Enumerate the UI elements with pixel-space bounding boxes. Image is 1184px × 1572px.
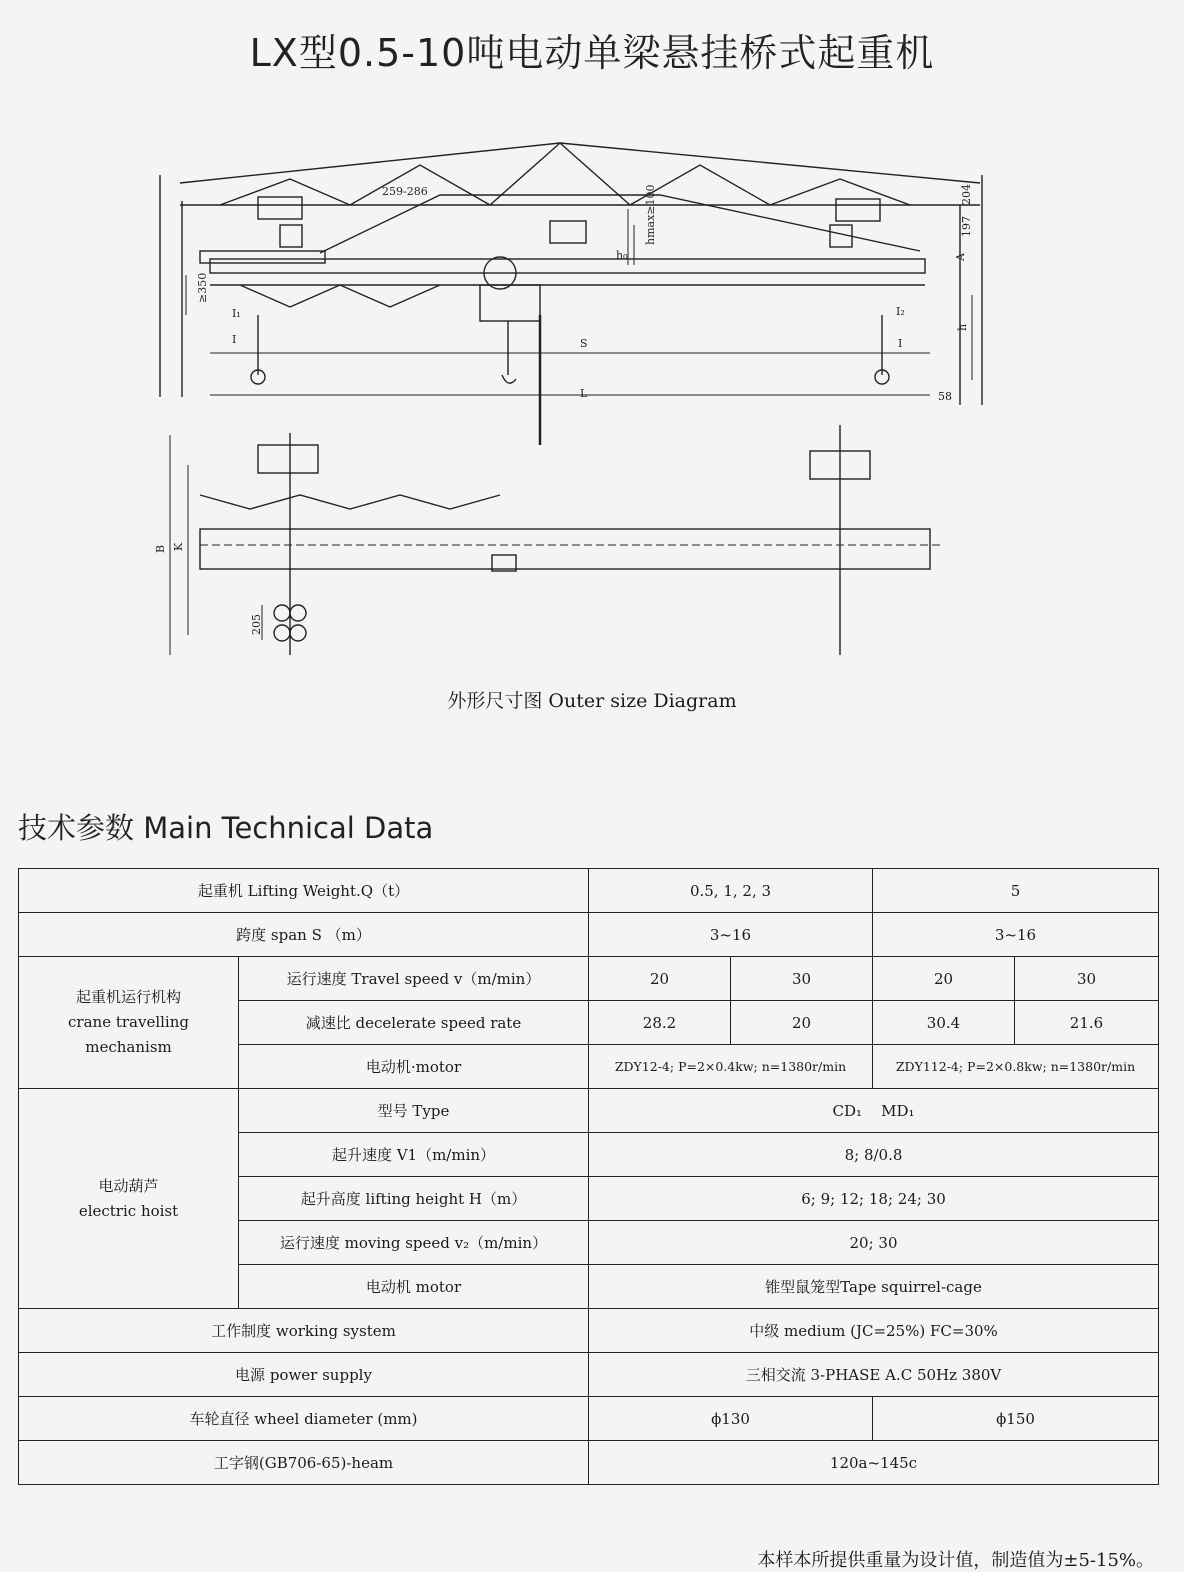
plan-left-wheel-4 <box>290 625 306 641</box>
row-wheel-diameter <box>19 1397 1159 1441</box>
technical-data-table <box>18 868 1159 1485</box>
cell-i-beam-value: 120a~145c <box>589 1441 1159 1485</box>
label-204: 204 <box>960 184 973 205</box>
diagram-caption: 外形尺寸图 Outer size Diagram <box>447 690 737 712</box>
cell-hoist-type-value: CD₁ MD₁ <box>589 1089 1159 1133</box>
cell-lift-speed-label: 起升速度 V1（m/min） <box>239 1133 589 1177</box>
cell-travel-speed-label: 运行速度 Travel speed v（m/min） <box>239 957 589 1001</box>
plan-left-motor <box>258 445 318 473</box>
crane-group-en1: crane travelling <box>68 1013 189 1031</box>
cell-wheel-diameter-label: 车轮直径 wheel diameter (mm) <box>19 1397 589 1441</box>
roof-truss-top <box>180 143 980 183</box>
cell-lift-height-value: 6; 9; 12; 18; 24; 30 <box>589 1177 1159 1221</box>
cell-i-beam-label: 工字钢(GB706-65)-heam <box>19 1441 589 1485</box>
cell-working-system-label: 工作制度 working system <box>19 1309 589 1353</box>
label-hmax: hmax≥100 <box>644 184 657 245</box>
hoist-body <box>480 285 540 321</box>
plan-truss <box>200 495 500 509</box>
cell-span-v1: 3~16 <box>589 913 873 957</box>
cell-hoist-motor-value: 锥型鼠笼型Tape squirrel-cage <box>589 1265 1159 1309</box>
cell-crane-group <box>19 957 239 1089</box>
label-259-286: 259-286 <box>382 185 428 198</box>
cell-power-supply-label: 电源 power supply <box>19 1353 589 1397</box>
cell-lifting-weight-v2: 5 <box>873 869 1159 913</box>
cell-decel-rate-4: 21.6 <box>1015 1001 1159 1045</box>
cell-working-system-value: 中级 medium (JC=25%) FC=30% <box>589 1309 1159 1353</box>
hoist-group-cn: 电动葫芦 <box>98 1176 159 1195</box>
plan-left-wheel-3 <box>274 625 290 641</box>
cell-hoist-type-label: 型号 Type <box>239 1089 589 1133</box>
label-s: S <box>580 337 588 350</box>
label-i-right: I <box>898 337 903 350</box>
cell-travel-speed-2: 30 <box>731 957 873 1001</box>
plan-left-wheel-1 <box>274 605 290 621</box>
label-h: h <box>956 323 969 331</box>
label-i-left: I <box>232 333 237 346</box>
left-rail-beam <box>200 251 325 263</box>
label-197: 197 <box>960 216 973 237</box>
hoist-hook <box>502 375 516 383</box>
label-i1: I₁ <box>232 307 241 320</box>
right-column <box>960 175 982 405</box>
label-205: 205 <box>250 614 263 635</box>
right-end-motor <box>836 199 880 221</box>
plan-left-wheel-2 <box>290 605 306 621</box>
label-i2: I₂ <box>896 305 905 318</box>
girder-truss <box>240 285 440 307</box>
cell-decel-rate-2: 20 <box>731 1001 873 1045</box>
label-58: 58 <box>938 390 952 403</box>
cell-moving-speed-label: 运行速度 moving speed v₂（m/min） <box>239 1221 589 1265</box>
page-title: LX型0.5-10吨电动单梁悬挂桥式起重机 <box>249 31 935 75</box>
left-control-box <box>280 225 302 247</box>
cell-lift-height-label: 起升高度 lifting height H（m） <box>239 1177 589 1221</box>
cell-span-v2: 3~16 <box>873 913 1159 957</box>
cell-crane-motor-label: 电动机·motor <box>239 1045 589 1089</box>
label-h0: h₀ <box>616 249 628 262</box>
cell-lift-speed-value: 8; 8/0.8 <box>589 1133 1159 1177</box>
hoist-group-en: electric hoist <box>78 1201 179 1220</box>
row-hoist-type <box>19 1089 1159 1133</box>
section-title: 技术参数 Main Technical Data <box>18 811 434 845</box>
cell-decel-rate-1: 28.2 <box>589 1001 731 1045</box>
cell-crane-motor-v2: ZDY112-4; P=2×0.8kw; n=1380r/min <box>873 1045 1159 1089</box>
row-working-system <box>19 1309 1159 1353</box>
plan-girder <box>200 529 930 569</box>
cell-decel-rate-3: 30.4 <box>873 1001 1015 1045</box>
bridge-girder <box>210 259 925 273</box>
row-travel-speed <box>19 957 1159 1001</box>
cell-hoist-motor-label: 电动机 motor <box>239 1265 589 1309</box>
label-b: B <box>154 544 167 553</box>
row-power-supply <box>19 1353 1159 1397</box>
outer-size-diagram <box>140 135 1000 675</box>
label-k: K <box>172 542 185 551</box>
cell-lifting-weight-label: 起重机 Lifting Weight.Q（t） <box>19 869 589 913</box>
label-a: A <box>954 253 967 261</box>
left-end-motor <box>258 197 302 219</box>
cell-decel-rate-label: 减速比 decelerate speed rate <box>239 1001 589 1045</box>
cell-wheel-diameter-v1: ϕ130 <box>589 1397 873 1441</box>
row-span <box>19 913 1159 957</box>
row-lifting-weight <box>19 869 1159 913</box>
cell-travel-speed-3: 20 <box>873 957 1015 1001</box>
cell-travel-speed-1: 20 <box>589 957 731 1001</box>
row-i-beam <box>19 1441 1159 1485</box>
control-pendant <box>550 221 586 243</box>
left-column <box>160 175 182 397</box>
crane-group-en2: mechanism <box>85 1038 172 1056</box>
crane-group-cn: 起重机运行机构 <box>75 988 181 1006</box>
footnote: 本样本所提供重量为设计值，制造值为±5-15%。 <box>757 1550 1154 1571</box>
cell-span-label: 跨度 span S （m） <box>19 913 589 957</box>
cell-moving-speed-value: 20; 30 <box>589 1221 1159 1265</box>
cell-hoist-group <box>19 1089 239 1309</box>
cell-power-supply-value: 三相交流 3-PHASE A.C 50Hz 380V <box>589 1353 1159 1397</box>
cell-travel-speed-4: 30 <box>1015 957 1159 1001</box>
cell-lifting-weight-v1: 0.5, 1, 2, 3 <box>589 869 873 913</box>
cell-crane-motor-v1: ZDY12-4; P=2×0.4kw; n=1380r/min <box>589 1045 873 1089</box>
cell-wheel-diameter-v2: ϕ150 <box>873 1397 1159 1441</box>
label-350: ≥350 <box>196 272 209 303</box>
label-l: L <box>580 387 588 400</box>
